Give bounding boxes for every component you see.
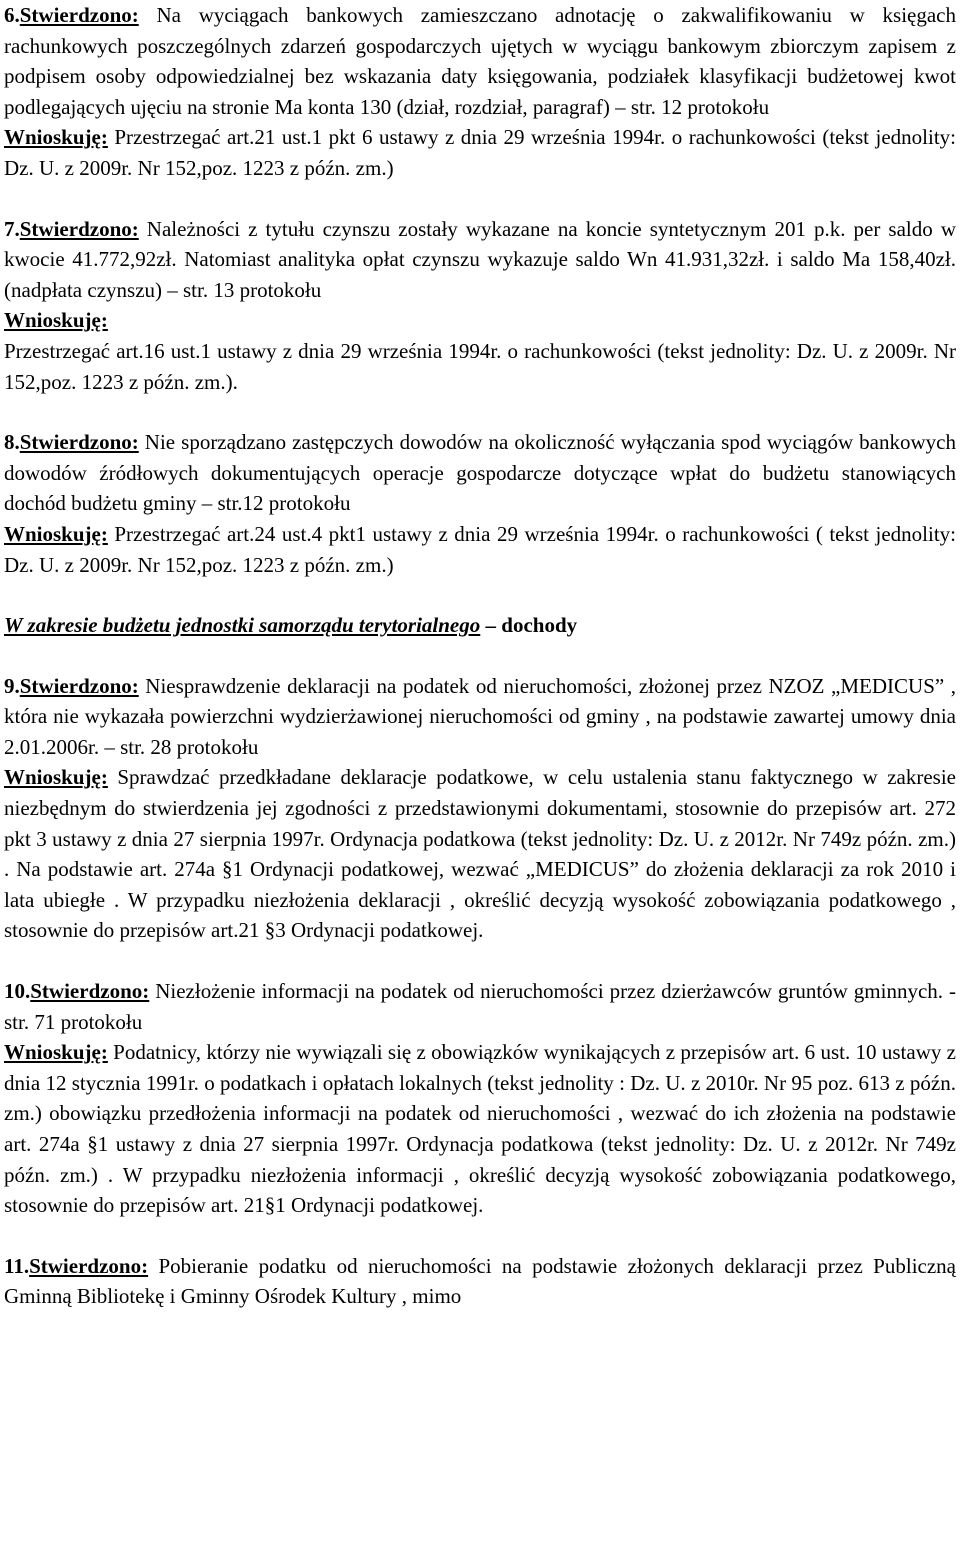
finding-text: Niezłożenie informacji na podatek od nieruchomości przez dzierżawców gruntów gminnych. - str. 71 protokołu — [4, 979, 956, 1034]
finding-10 — [4, 976, 956, 1037]
finding-8 — [4, 427, 956, 519]
finding-number: 10. — [4, 979, 31, 1004]
recommendation-6 — [4, 122, 956, 183]
spacer — [4, 397, 956, 427]
section-heading-tail: – dochody — [480, 613, 578, 638]
recommendation-text: Przestrzegać art.16 ust.1 ustawy z dnia 29 września 1994r. o rachunkowości (tekst jednolity: Dz. U. z 2009r. Nr 152,poz. 1223 z późn. zm.). — [4, 338, 956, 394]
recommendation-10 — [4, 1037, 956, 1221]
stwierdzono-label: Stwierdzono: — [19, 430, 139, 455]
wnioskuje-label: Wnioskuję: — [4, 125, 108, 150]
finding-number: 11. — [4, 1253, 30, 1278]
finding-number: 9. — [4, 673, 20, 698]
finding-text: Nie sporządzano zastępczych dowodów na okoliczność wyłączania spod wyciągów bankowych dowodów źródłowych dokumentujących operacje gospodarcze dotyczące wpłat do budżetu stanowiących dochód budżetu gminy – str.12 protokołu — [4, 430, 956, 516]
recommendation-8 — [4, 519, 956, 580]
finding-text: Na wyciągach bankowych zamieszczano adnotację o zakwalifikowaniu w księgach rachunkowych poszczególnych zdarzeń gospodarczych ujętych w wyciągu bankowym zbiorczym zapisem z podpisem osoby odpowiedzialnej bez wskazania daty księgowania, podziałek klasyfikacji budżetowej kwot podlegających ujęciu na stronie Ma konta 130 (dział, rozdział, paragraf) – str. 12 protokołu — [4, 3, 956, 119]
recommendation-7 — [4, 336, 956, 397]
spacer — [4, 580, 956, 610]
wnioskuje-label: Wnioskuję: — [4, 308, 108, 333]
recommendation-9 — [4, 762, 956, 946]
recommendation-7-label — [4, 305, 956, 336]
stwierdzono-label: Stwierdzono: — [30, 979, 150, 1004]
section-heading — [4, 610, 956, 641]
stwierdzono-label: Stwierdzono: — [19, 216, 139, 241]
finding-number: 6. — [4, 3, 20, 27]
recommendation-text: Sprawdzać przedkładane deklaracje podatkowe, w celu ustalenia stanu faktycznego w zakresie niezbędnym do stwierdzenia jej zgodności z przedstawionymi dokumentami, stosownie do przepisów art. 272 pkt 3 ustawy z dnia 27 sierpnia 1997r. Ordynacja podatkowa (tekst jednolity: Dz. U. z 2012r. Nr 749z późn. zm.) . Na podstawie art. 274a §1 Ordynacji podatkowej, wezwać „MEDICUS” do złożenia deklaracji za rok 2010 i lata ubiegłe . W przypadku niezłożenia deklaracji , określić decyzją wysokość zobowiązania podatkowego , stosownie do przepisów art.21 §3 Ordynacji podatkowej. — [4, 765, 956, 943]
spacer — [4, 1221, 956, 1251]
finding-number: 7. — [4, 216, 20, 241]
spacer — [4, 946, 956, 976]
finding-text: Należności z tytułu czynszu zostały wykazane na koncie syntetycznym 201 p.k. per saldo w kwocie 41.772,92zł. Natomiast analityka opłat czynszu wykazuje saldo Wn 41.931,32zł. i saldo Ma 158,40zł. (nadpłata czynszu) – str. 13 protokołu — [4, 216, 956, 302]
finding-7 — [4, 214, 956, 306]
stwierdzono-label: Stwierdzono: — [19, 673, 139, 698]
finding-text: Pobieranie podatku od nieruchomości na podstawie złożonych deklaracji przez Publiczną Gminną Bibliotekę i Gminny Ośrodek Kultury , mimo — [4, 1253, 956, 1309]
spacer — [4, 184, 956, 214]
finding-6 — [4, 0, 956, 122]
finding-11 — [4, 1251, 956, 1312]
stwierdzono-label: Stwierdzono: — [29, 1253, 149, 1278]
recommendation-text: Podatnicy, którzy nie wywiązali się z obowiązków wynikających z przepisów art. 6 ust. 10 ustawy z dnia 12 stycznia 1991r. o podatkach i opłatach lokalnych (tekst jednolity : Dz. U. z 2010r. Nr 95 poz. 613 z późn. zm.) obowiązku przedłożenia informacji na podatek od nieruchomości , wezwać do ich złożenia na podstawie art. 274a §1 ustawy z dnia 27 sierpnia 1997r. Ordynacja podatkowa (tekst jednolity: Dz. U. z 2012r. Nr 749z późn. zm.) . W przypadku niezłożenia informacji , określić decyzją wysokość zobowiązania podatkowego, stosownie do przepisów art. 21§1 Ordynacji podatkowej. — [4, 1040, 956, 1218]
section-heading-title: W zakresie budżetu jednostki samorządu terytorialnego — [4, 613, 481, 638]
wnioskuje-label: Wnioskuję: — [4, 1040, 108, 1065]
wnioskuje-label: Wnioskuję: — [4, 521, 108, 546]
wnioskuje-label: Wnioskuję: — [4, 765, 108, 790]
document-page — [4, 0, 956, 1312]
recommendation-text: Przestrzegać art.24 ust.4 pkt1 ustawy z dnia 29 września 1994r. o rachunkowości ( tekst jednolity: Dz. U. z 2009r. Nr 152,poz. 1223 z późn. zm.) — [4, 521, 956, 577]
finding-number: 8. — [4, 430, 20, 455]
stwierdzono-label: Stwierdzono: — [19, 3, 139, 27]
recommendation-text: Przestrzegać art.21 ust.1 pkt 6 ustawy z dnia 29 września 1994r. o rachunkowości (tekst jednolity: Dz. U. z 2009r. Nr 152,poz. 1223 z późn. zm.) — [4, 125, 956, 180]
finding-text: Niesprawdzenie deklaracji na podatek od nieruchomości, złożonej przez NZOZ „MEDICUS” , która nie wykazała powierzchni wydzierżawionej nieruchomości od gminy , na podstawie zawartej umowy dnia 2.01.2006r. – str. 28 protokołu — [4, 673, 956, 759]
spacer — [4, 641, 956, 671]
finding-9 — [4, 671, 956, 763]
